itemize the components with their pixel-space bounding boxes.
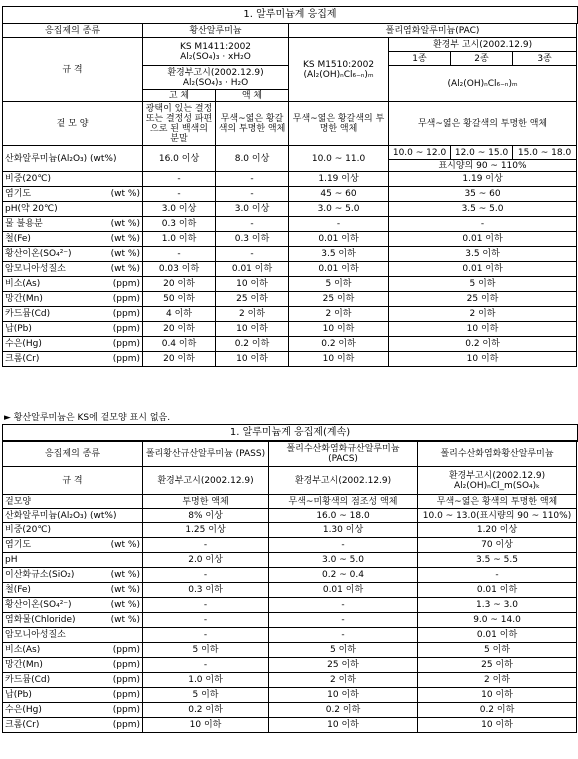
t2-spec-header: 규 격	[3, 467, 143, 495]
appearance-liquid: 무색~엷은 황갈색의 투명한 액체	[216, 102, 289, 146]
third-spec-cell	[418, 467, 577, 495]
row-label	[3, 172, 143, 187]
row-label	[3, 202, 143, 217]
row-unit-text: (ppm)	[112, 660, 140, 670]
alum-liquid-value: -	[216, 247, 289, 262]
pac-notice-value: 2 이하	[389, 307, 577, 322]
table-row	[3, 202, 577, 217]
table-row	[3, 277, 577, 292]
pac-notice-value: 35 ~ 60	[389, 187, 577, 202]
pacs-value: 1.30 이상	[269, 523, 418, 538]
row-label	[3, 613, 143, 628]
row-unit-text: (wt %)	[110, 234, 140, 244]
t2-kind-header: 응집제의 종류	[3, 441, 143, 467]
row-label-text: 염화물(Chloride)	[5, 615, 76, 625]
row-unit-text: (wt %)	[110, 585, 140, 595]
row-label	[3, 658, 143, 673]
table-row	[3, 613, 577, 628]
spec-header: 규 격	[3, 38, 143, 102]
table-row	[3, 583, 577, 598]
third-value: 1.20 이상	[418, 523, 577, 538]
alumina-label: 산화알루미늄(Al₂O₃) (wt%)	[3, 146, 143, 172]
pass-value: -	[143, 628, 269, 643]
row-label	[3, 628, 143, 643]
pac-ks-value: 5 이하	[289, 277, 389, 292]
pac-notice-value: 10 이하	[389, 322, 577, 337]
row-label-text: 염기도	[5, 189, 32, 199]
t2-appearance-row	[3, 495, 577, 509]
row-label	[3, 718, 143, 733]
pacs-value: 5 이하	[269, 643, 418, 658]
table-row	[3, 352, 577, 367]
table-row	[3, 322, 577, 337]
pac-notice-value: 5 이하	[389, 277, 577, 292]
liquid-header: 액 체	[216, 90, 289, 102]
appearance-solid: 광택이 있는 결정 또는 결정성 파편으로 된 백색의 분말	[143, 102, 216, 146]
row-label-text: 황산이온(SO₄²⁻)	[5, 249, 72, 259]
pacs-value: -	[269, 538, 418, 553]
row-label	[3, 232, 143, 247]
third-value: 10 이하	[418, 688, 577, 703]
row-unit-text: (ppm)	[112, 675, 140, 685]
pac-ks-value: 3.5 이하	[289, 247, 389, 262]
solid-header: 고 체	[143, 90, 216, 102]
row-unit-text: (wt %)	[110, 264, 140, 274]
alum-liquid-value: 10 이하	[216, 277, 289, 292]
row-label	[3, 187, 143, 202]
pass-value: 1.25 이상	[143, 523, 269, 538]
pac-notice-value: 0.01 이하	[389, 262, 577, 277]
alumina-grade-3: 15.0 ~ 18.0	[513, 146, 577, 160]
alum-solid-value: -	[143, 187, 216, 202]
table2	[2, 440, 577, 733]
pac-ks-std: KS M1510:2002	[302, 59, 375, 70]
table2-header-row	[3, 441, 577, 467]
row-label-text: 크롬(Cr)	[5, 720, 40, 730]
pac-ks-formula: (Al₂(OH)ₙCl₆₋ₙ)ₘ	[303, 69, 374, 80]
row-label	[3, 703, 143, 718]
row-label-text: 수은(Hg)	[5, 705, 42, 715]
alumina-pac-ks: 10.0 ~ 11.0	[289, 146, 389, 172]
pac-notice-value: 3.5 이하	[389, 247, 577, 262]
alumina-grade-1: 10.0 ~ 12.0	[389, 146, 451, 160]
alum-solid-value: 0.03 이하	[143, 262, 216, 277]
alum-ks-std: KS M1411:2002	[179, 41, 252, 52]
row-label-text: 이산화규소(SiO₂)	[5, 570, 75, 580]
third-alumina: 10.0 ~ 13.0(표시량의 90 ~ 110%)	[418, 509, 577, 523]
alum-notice-formula: Al₂(SO₄)₃ · H₂O	[182, 77, 249, 88]
row-label	[3, 598, 143, 613]
third-value: 0.01 이하	[418, 628, 577, 643]
pacs-value: 0.01 이하	[269, 583, 418, 598]
pacs-value: 2 이하	[269, 673, 418, 688]
row-label-text: 비중(20℃)	[5, 525, 51, 535]
row-label	[3, 553, 143, 568]
grade-1: 1종	[389, 52, 451, 66]
table1-title: 1. 알루미늄계 응집제	[243, 9, 337, 20]
row-label-text: 망간(Mn)	[5, 294, 43, 304]
pacs-value: -	[269, 598, 418, 613]
table-row	[3, 292, 577, 307]
row-unit-text: (wt %)	[110, 615, 140, 625]
appearance-header: 겉 모 양	[3, 102, 143, 146]
row-label	[3, 568, 143, 583]
row-label-text: 비소(As)	[5, 279, 41, 289]
alum-solid-value: 0.3 이하	[143, 217, 216, 232]
row-label-text: pH(약 20℃)	[5, 204, 58, 214]
alum-liquid-value: 10 이하	[216, 322, 289, 337]
pacs-spec: 환경부고시(2002.12.9)	[269, 467, 418, 495]
table1-title-box	[2, 6, 578, 24]
pacs-alumina: 16.0 ~ 18.0	[269, 509, 418, 523]
third-value: 3.5 ~ 5.5	[418, 553, 577, 568]
row-label-text: 암모니아성질소	[5, 630, 66, 640]
pac-notice-value: 0.01 이하	[389, 232, 577, 247]
table2-body	[3, 523, 577, 733]
row-unit-text: (wt %)	[110, 600, 140, 610]
alum-solid-value: 3.0 이상	[143, 202, 216, 217]
row-unit-text: (wt %)	[110, 189, 140, 199]
pacs-value: 3.0 ~ 5.0	[269, 553, 418, 568]
third-value: 0.01 이하	[418, 583, 577, 598]
pass-value: 0.2 이하	[143, 703, 269, 718]
row-label-text: 카드뮴(Cd)	[5, 309, 51, 319]
alum-solid-value: -	[143, 172, 216, 187]
row-label	[3, 337, 143, 352]
table-row	[3, 247, 577, 262]
row-label-text: pH	[5, 555, 18, 565]
alum-solid-value: -	[143, 247, 216, 262]
pass-value: 5 이하	[143, 643, 269, 658]
alum-ks-cell	[143, 38, 289, 66]
row-label	[3, 322, 143, 337]
row-label-text: 황산이온(SO₄²⁻)	[5, 600, 72, 610]
alumina-grade-2: 12.0 ~ 15.0	[451, 146, 513, 160]
row-label-text: 비소(As)	[5, 645, 41, 655]
t2-spec-row	[3, 467, 577, 495]
pac-ks-value: 0.01 이하	[289, 262, 389, 277]
pass-value: 1.0 이하	[143, 673, 269, 688]
pass-header: 폴리황산규산알루미늄 (PASS)	[143, 441, 269, 467]
table-row	[3, 718, 577, 733]
pass-value: -	[143, 598, 269, 613]
pacs-value: -	[269, 613, 418, 628]
row-label-text: 염기도	[5, 540, 32, 550]
pass-appearance: 투명한 액체	[143, 495, 269, 509]
row-unit-text: (ppm)	[112, 294, 140, 304]
pac-notice: 환경부 고시(2002.12.9)	[389, 38, 577, 52]
table-row	[3, 232, 577, 247]
alum-notice: 환경부고시(2002.12.9)	[167, 67, 264, 78]
table1-header-row	[3, 24, 577, 38]
pacs-value: 0.2 ~ 0.4	[269, 568, 418, 583]
row-label	[3, 247, 143, 262]
grade-2: 2종	[451, 52, 513, 66]
pac-ks-value: 0.2 이하	[289, 337, 389, 352]
pass-alumina: 8% 이상	[143, 509, 269, 523]
table-row	[3, 172, 577, 187]
pacs-value: 25 이하	[269, 658, 418, 673]
pac-ks-value: 25 이하	[289, 292, 389, 307]
row-label	[3, 262, 143, 277]
pac-ks-cell	[289, 38, 389, 102]
pacs-value: -	[269, 628, 418, 643]
alum-header: 황산알루미늄	[143, 24, 289, 38]
row-unit-text: (ppm)	[112, 705, 140, 715]
appearance-pac-notice: 무색~엷은 황갈색의 투명한 액체	[389, 102, 577, 146]
pac-notice-value: 25 이하	[389, 292, 577, 307]
row-label-text: 물 불용분	[5, 219, 43, 229]
pacs-value: 10 이하	[269, 688, 418, 703]
pac-header: 폴리염화알루미늄(PAC)	[289, 24, 577, 38]
row-label	[3, 217, 143, 232]
pac-notice-value: 0.2 이하	[389, 337, 577, 352]
pac-ks-value: 2 이하	[289, 307, 389, 322]
third-value: 2 이하	[418, 673, 577, 688]
row-label	[3, 673, 143, 688]
table1-body	[3, 172, 577, 367]
pac-notice-value: 3.5 ~ 5.0	[389, 202, 577, 217]
third-spec-formula: Al₂(OH)ₙCl_m(SO₄)ₖ	[453, 480, 541, 491]
row-label	[3, 688, 143, 703]
row-label	[3, 538, 143, 553]
pac-ks-value: -	[289, 217, 389, 232]
alum-solid-value: 20 이하	[143, 322, 216, 337]
alumina-row-1	[3, 146, 577, 160]
third-appearance: 무색~엷은 황색의 투명한 액체	[418, 495, 577, 509]
appearance-row	[3, 102, 577, 146]
row-label	[3, 583, 143, 598]
third-value: 1.3 ~ 3.0	[418, 598, 577, 613]
table-row	[3, 643, 577, 658]
pac-notice-value: 10 이하	[389, 352, 577, 367]
table2-title: 1. 알루미늄계 응집제(계속)	[229, 427, 351, 438]
alum-solid-value: 20 이하	[143, 352, 216, 367]
alum-liquid-value: 10 이하	[216, 352, 289, 367]
table-row	[3, 538, 577, 553]
pac-ks-value: 0.01 이하	[289, 232, 389, 247]
row-label-text: 철(Fe)	[5, 585, 31, 595]
third-spec: 환경부고시(2002.12.9)	[448, 470, 546, 481]
third-value: 10 이하	[418, 718, 577, 733]
pacs-value: 10 이하	[269, 718, 418, 733]
row-label-text: 망간(Mn)	[5, 660, 43, 670]
pac-ks-value: 3.0 ~ 5.0	[289, 202, 389, 217]
alumina-solid: 16.0 이상	[143, 146, 216, 172]
t2-alumina-label: 산화알루미늄(Al₂O₃) (wt%)	[3, 509, 143, 523]
kind-header: 응집제의 종류	[3, 24, 143, 38]
third-value: 70 이상	[418, 538, 577, 553]
pass-value: 2.0 이상	[143, 553, 269, 568]
pass-value: -	[143, 568, 269, 583]
row-label-text: 비중(20℃)	[5, 174, 51, 184]
alum-liquid-value: -	[216, 187, 289, 202]
alum-liquid-value: 0.2 이하	[216, 337, 289, 352]
row-unit-text: (ppm)	[112, 354, 140, 364]
pass-spec: 환경부고시(2002.12.9)	[143, 467, 269, 495]
table-row	[3, 337, 577, 352]
grade-3: 3종	[513, 52, 577, 66]
pass-value: -	[143, 613, 269, 628]
table-row	[3, 187, 577, 202]
pacs-appearance: 무색~미황색의 점조성 액체	[269, 495, 418, 509]
pac-ks-value: 10 이하	[289, 322, 389, 337]
alum-solid-value: 0.4 이하	[143, 337, 216, 352]
pacs-value: 0.2 이하	[269, 703, 418, 718]
alum-solid-value: 50 이하	[143, 292, 216, 307]
row-label-text: 수은(Hg)	[5, 339, 42, 349]
third-header: 폴리수산화염화황산알루미늄	[418, 441, 577, 467]
third-value: 0.2 이하	[418, 703, 577, 718]
t2-alumina-row	[3, 509, 577, 523]
alum-ks-formula: Al₂(SO₄)₃ · xH₂O	[180, 51, 251, 62]
alum-solid-value: 4 이하	[143, 307, 216, 322]
pac-ks-value: 1.19 이상	[289, 172, 389, 187]
alum-liquid-value: 25 이하	[216, 292, 289, 307]
pass-value: 10 이하	[143, 718, 269, 733]
row-label-text: 납(Pb)	[5, 324, 32, 334]
row-label	[3, 643, 143, 658]
row-unit-text: (ppm)	[112, 690, 140, 700]
table-row	[3, 703, 577, 718]
pac-notice-value: -	[389, 217, 577, 232]
row-label-text: 암모니아성질소	[5, 264, 66, 274]
pacs-header: 폴리수산화염화규산알루미늄 (PACS)	[269, 441, 418, 467]
alum-solid-value: 1.0 이하	[143, 232, 216, 247]
table1	[2, 23, 577, 367]
third-value: 9.0 ~ 14.0	[418, 613, 577, 628]
row-label	[3, 307, 143, 322]
alumina-note: 표시양의 90 ~ 110%	[389, 160, 577, 172]
pac-notice-value: 1.19 이상	[389, 172, 577, 187]
pass-value: -	[143, 538, 269, 553]
alum-liquid-value: -	[216, 172, 289, 187]
alum-liquid-value: -	[216, 217, 289, 232]
row-label-text: 크롬(Cr)	[5, 354, 40, 364]
row-unit-text: (wt %)	[110, 249, 140, 259]
pac-ks-value: 10 이하	[289, 352, 389, 367]
table-row	[3, 628, 577, 643]
third-value: 25 이하	[418, 658, 577, 673]
alumina-liquid: 8.0 이상	[216, 146, 289, 172]
alum-liquid-value: 3.0 이상	[216, 202, 289, 217]
alum-liquid-value: 0.01 이하	[216, 262, 289, 277]
table-row	[3, 262, 577, 277]
row-label-text: 카드뮴(Cd)	[5, 675, 51, 685]
row-label-text: 납(Pb)	[5, 690, 32, 700]
row-unit-text: (wt %)	[110, 219, 140, 229]
row-unit-text: (ppm)	[112, 645, 140, 655]
row-unit-text: (wt %)	[110, 540, 140, 550]
table-row	[3, 217, 577, 232]
pass-value: 5 이하	[143, 688, 269, 703]
row-label	[3, 292, 143, 307]
third-value: -	[418, 568, 577, 583]
table1-footnote: ► 황산알루미늄은 KS에 겉모양 표시 없음.	[4, 413, 171, 423]
pac-notice-formula: (Al₂(OH)ₙCl₆₋ₙ)ₘ	[389, 66, 577, 102]
table-row	[3, 553, 577, 568]
row-label	[3, 523, 143, 538]
row-unit-text: (ppm)	[112, 324, 140, 334]
row-unit-text: (wt %)	[110, 570, 140, 580]
alum-solid-value: 20 이하	[143, 277, 216, 292]
row-unit-text: (ppm)	[112, 720, 140, 730]
table-row	[3, 307, 577, 322]
row-label	[3, 277, 143, 292]
table-row	[3, 568, 577, 583]
table-row	[3, 523, 577, 538]
third-value: 5 이하	[418, 643, 577, 658]
appearance-pac-ks: 무색~엷은 황갈색의 투명한 액체	[289, 102, 389, 146]
row-unit-text: (ppm)	[112, 309, 140, 319]
table-row	[3, 688, 577, 703]
pac-ks-value: 45 ~ 60	[289, 187, 389, 202]
row-unit-text: (ppm)	[112, 279, 140, 289]
row-label	[3, 352, 143, 367]
table-row	[3, 658, 577, 673]
table-row	[3, 673, 577, 688]
row-unit-text: (ppm)	[112, 339, 140, 349]
alum-liquid-value: 0.3 이하	[216, 232, 289, 247]
row-label-text: 철(Fe)	[5, 234, 31, 244]
t2-appearance-header: 겉모양	[3, 495, 143, 509]
spec-row-1	[3, 38, 577, 52]
pass-value: -	[143, 658, 269, 673]
pass-value: 0.3 이하	[143, 583, 269, 598]
alum-liquid-value: 2 이하	[216, 307, 289, 322]
alum-notice-cell	[143, 66, 289, 90]
table-row	[3, 598, 577, 613]
